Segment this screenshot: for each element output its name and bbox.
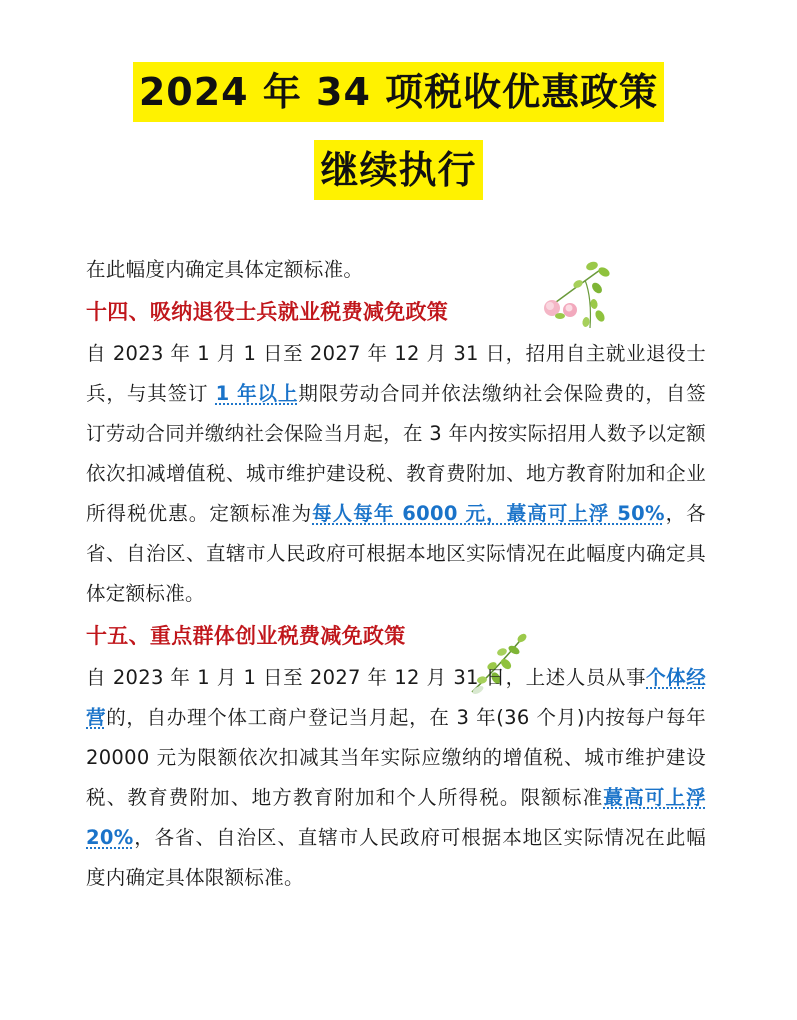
section-15-paragraph [86, 658, 706, 898]
section-14-highlight-quota: 每人每年 6000 元，蕞高可上浮 50% [312, 502, 665, 525]
section-15-highlight-limit: 蕞高可上浮 20% [86, 786, 706, 849]
page-title: 2024 年 34 项税收优惠政策 [133, 62, 664, 122]
article-body [86, 250, 706, 898]
section-14-heading: 十四、吸纳退役士兵就业税费减免政策 [86, 300, 449, 324]
section-14-highlight-duration: 1 年以上 [215, 382, 299, 405]
section-15-highlight-business: 个体经营 [86, 666, 706, 729]
section-14-paragraph [86, 334, 706, 614]
section-14-text-b: 期限劳动合同并依法缴纳社会保险费的，自签订劳动合同并缴纳社会保险当月起，在 3 年内按实际招用人数予以定额依次扣减增值税、城市维护建设税、教育费附加、地方教育附加和企业所得税优惠。定额标准为 [86, 382, 706, 525]
page-subtitle: 继续执行 [314, 140, 482, 200]
section-14-text-c: ，各省、自治区、直辖市人民政府可根据本地区实际情况在此幅度内确定具体定额标准。 [86, 502, 706, 605]
section-14-text-a: 自 2023 年 1 月 1 日至 2027 年 12 月 31 日，招用自主就业退役士兵，与其签订 [86, 342, 706, 405]
section-15-heading: 十五、重点群体创业税费减免政策 [86, 624, 406, 648]
title-block [0, 62, 797, 200]
section-15-text-a: 自 2023 年 1 月 1 日至 2027 年 12 月 31 日，上述人员从事 [86, 666, 647, 689]
section-15-text-b: 的，自办理个体工商户登记当月起，在 3 年(36 个月)内按每户每年 20000 元为限额依次扣减其当年实际应缴纳的增值税、城市维护建设税、教育费附加、地方教育附加和个人所得税。限额标准 [86, 706, 706, 809]
intro-tail-text: 在此幅度内确定具体定额标准。 [86, 258, 364, 281]
section-15-text-c: ，各省、自治区、直辖市人民政府可根据本地区实际情况在此幅度内确定具体限额标准。 [86, 826, 706, 889]
